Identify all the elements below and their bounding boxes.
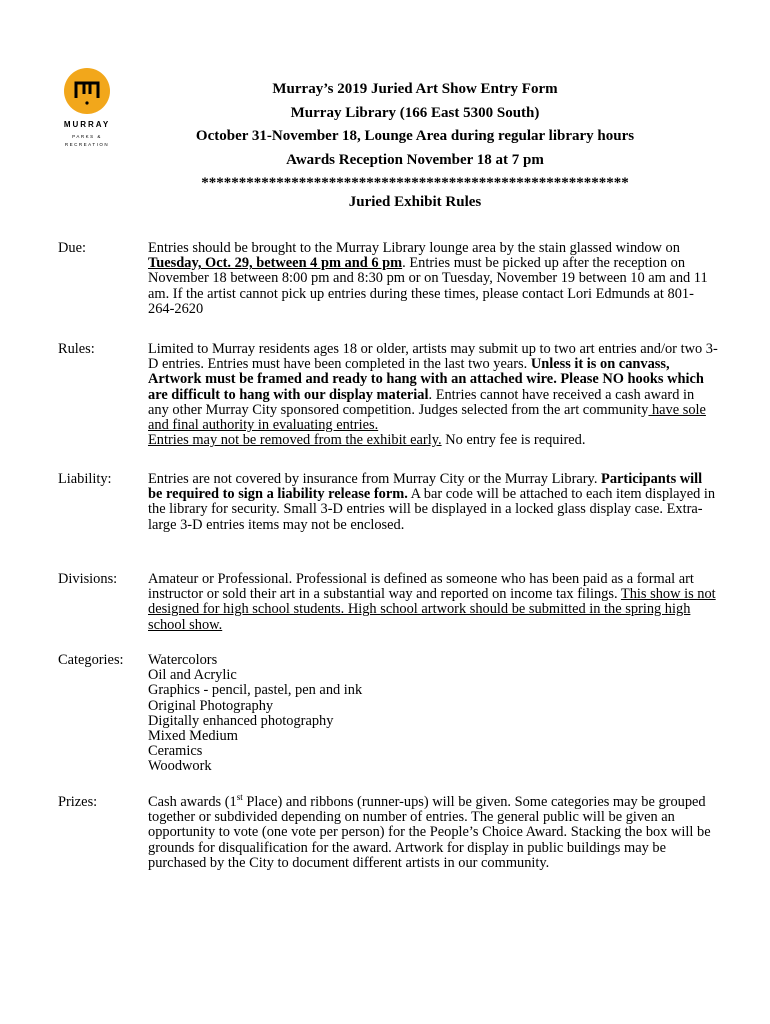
rules-label: Rules: — [58, 341, 95, 357]
rules-text-1: Limited to Murray residents ages 18 or older, artists may submit up to two art entries and/or two 3-D entries. Entries must have been completed in the last two years. — [148, 341, 718, 373]
rules-removal-note: Entries may not be removed from the exhibit early. — [148, 432, 442, 449]
list-item: Watercolors — [148, 652, 218, 668]
categories-list — [148, 653, 718, 775]
list-item: Woodwork — [148, 758, 212, 775]
header-reception: Awards Reception November 18 at 7 pm — [286, 151, 544, 168]
categories-label: Categories: — [58, 652, 124, 668]
rules-text-2: . Entries cannot have received a cash award in any other Murray City sponsored competition. Judges selected from the art community — [148, 386, 695, 418]
murray-logo-icon — [64, 68, 110, 114]
list-item: Graphics - pencil, pastel, pen and ink — [148, 682, 363, 699]
list-item: Oil and Acrylic — [148, 667, 237, 684]
prizes-text-1: Cash awards (1 — [148, 794, 237, 810]
section-title: Juried Exhibit Rules — [348, 194, 482, 210]
header-title: Murray’s 2019 Juried Art Show Entry Form — [272, 81, 558, 97]
due-text — [148, 241, 718, 317]
divisions-highschool-note: This show is not designed for high school students. High school artwork should be submitted in the spring high school show. — [148, 586, 716, 633]
list-item: Original Photography — [148, 697, 274, 714]
due-text-1: Entries should be brought to the Murray Library lounge area by the stain glassed window on — [148, 240, 680, 256]
divisions-text — [148, 572, 718, 633]
divisions-label: Divisions: — [58, 571, 118, 587]
liability-release-note: Participants will be required to sign a liability release form. — [148, 471, 703, 503]
header-divider: ********************************************************* — [201, 175, 629, 191]
rules-judges-note: have sole and final authority in evaluating entries. — [148, 401, 706, 434]
prizes-label: Prizes: — [58, 794, 98, 810]
prizes-text — [148, 792, 718, 871]
rules-framing-note: Unless it is on canvass, Artwork must be framed and ready to hang with an attached wire. Please NO hooks which are difficult to hang with our display material — [148, 356, 704, 403]
liability-label: Liability: — [58, 471, 112, 487]
list-item: Digitally enhanced photography — [148, 712, 334, 729]
header-location: Murray Library (166 East 5300 South) — [290, 104, 540, 121]
logo-subtitle — [56, 133, 118, 149]
logo-sub-line1: PARKS & — [72, 134, 102, 139]
header-dates: October 31-November 18, Lounge Area during regular library hours — [195, 128, 635, 144]
due-label: Due: — [58, 240, 86, 256]
murray-logo — [56, 68, 118, 149]
due-text-2: . Entries must be picked up after the reception on November 18 between 8:00 pm and 8:30 pm or on Tuesday, November 19 between 10 am and 11 am. If the artist cannot pick up entries during these times, please contact Lori Edmunds at 801-264-2620 — [148, 255, 708, 317]
divisions-text-1: Amateur or Professional. Professional is defined as someone who has been paid as a formal art instructor or sold their art in a substantial way and reported on income tax filings. — [148, 571, 694, 603]
form-header — [150, 78, 680, 196]
liability-text-2: A bar code will be attached to each item displayed in the library for security. Small 3-D entries will be displayed in a locked glass display case. Extra-large 3-D entries items may not be enclosed. — [148, 486, 716, 533]
liability-text — [148, 472, 718, 533]
rules-text — [148, 342, 718, 448]
logo-sub-line2: RECREATION — [64, 142, 110, 147]
prizes-text-2: Place) and ribbons (runner-ups) will be given. Some categories may be grouped together or subdivided depending on number of entries. The general public will be given an opportunity to vote (one vote per person) for the People’s Choice Award. Stacking the box will be grounds for disqualification for the award. Artwork for display in public buildings may be purchased by the City to document different artists in our community. — [148, 794, 711, 871]
logo-name: MURRAY — [63, 120, 111, 129]
due-date-highlight: Tuesday, Oct. 29, between 4 pm and 6 pm — [148, 255, 403, 272]
list-item: Ceramics — [148, 743, 203, 760]
rules-fee-note: No entry fee is required. — [441, 432, 586, 449]
list-item: Mixed Medium — [148, 728, 238, 745]
prizes-superscript: st — [236, 792, 243, 803]
liability-text-1: Entries are not covered by insurance from Murray City or the Murray Library. — [148, 471, 602, 487]
